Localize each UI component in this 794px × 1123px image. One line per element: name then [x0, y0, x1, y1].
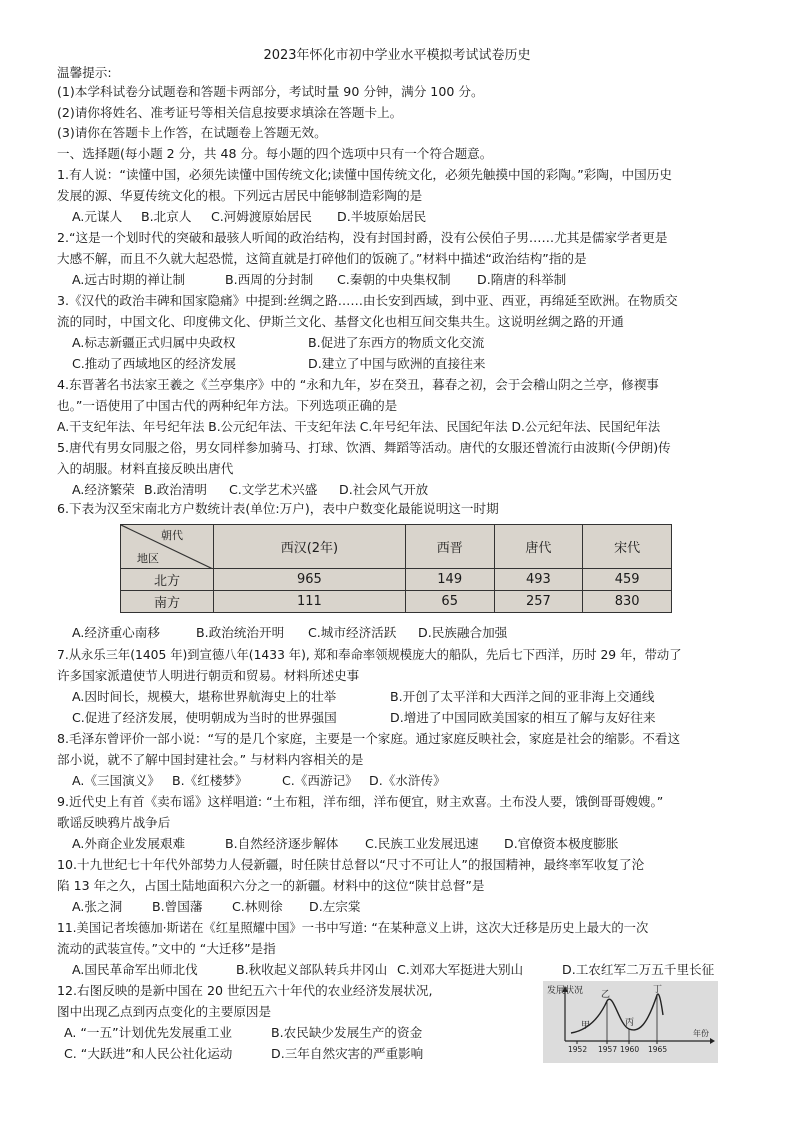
q7-stem-line2: 许多国家派遣使节人明进行朝贡和贸易。材料所述史事 — [57, 668, 360, 683]
row-label: 南方 — [121, 591, 214, 613]
q10-stem-line1: 10.十九世纪七十年代外部势力人侵新疆，时任陕甘总督以“尺寸不可让人”的报国精神，最终率军收复了沦 — [57, 857, 645, 872]
q2-option-b: B.西周的分封制 — [225, 272, 314, 287]
q11-option-c: C.刘邓大军挺进大别山 — [397, 962, 524, 977]
q5-option-d: D.社会风气开放 — [339, 482, 429, 497]
table-row — [121, 569, 672, 591]
x-tick-label: 1965 — [648, 1045, 668, 1054]
q1-option-c: C.河姆渡原始居民 — [211, 209, 312, 224]
q3-option-a: A.标志新疆正式归属中央政权 — [72, 335, 236, 350]
q11-option-a: A.国民革命军出师北伐 — [72, 962, 198, 977]
table-row — [121, 591, 672, 613]
q7-option-b: B.开创了太平洋和大西洋之间的亚非海上交通线 — [390, 689, 655, 704]
q5-option-c: C.文学艺术兴盛 — [229, 482, 318, 497]
y-axis-label: 发展状况 — [547, 986, 584, 996]
q5-stem-line1: 5.唐代有男女同服之俗，男女同样参加骑马、打球、饮酒、舞蹈等活动。唐代的女服还曾流行由波斯(今伊朗)传 — [57, 440, 671, 455]
point-label: 丁 — [653, 985, 663, 995]
q9-option-c: C.民族工业发展迅速 — [365, 836, 479, 851]
point-label: 丙 — [625, 1018, 635, 1028]
tip-3: (3)请你在答题卡上作答，在试题卷上答题无效。 — [57, 125, 327, 140]
tip-1: (1)本学科试卷分试题卷和答题卡两部分，考试时量 90 分钟，满分 100 分。 — [57, 84, 484, 99]
q4-options: A.干支纪年法、年号纪年法 B.公元纪年法、干支纪年法 C.年号纪年法、民国纪年法 D.公元纪年法、民国纪年法 — [57, 420, 661, 434]
q1-option-a: A.元谋人 — [72, 209, 123, 224]
q6-option-a: A.经济重心南移 — [72, 625, 160, 640]
q8-stem-line1: 8.毛泽东曾评价一部小说：“写的是几个家庭，主要是一个家庭。通过家庭反映社会，家庭是社会的缩影。不看这 — [57, 731, 681, 746]
q2-stem-line1: 2.“这是一个划时代的突破和最骇人听闻的政治结构，没有封国封爵，没有公侯伯子男……尤其是儒家学者更是 — [57, 230, 668, 245]
q6-option-d: D.民族融合加强 — [418, 625, 508, 640]
table-header: 唐代 — [494, 525, 583, 569]
row-label: 北方 — [121, 569, 214, 591]
q7-option-a: A.因时间长，规模大，堪称世界航海史上的壮举 — [72, 689, 337, 704]
q6-option-b: B.政治统治开明 — [196, 625, 285, 640]
tips-heading: 温馨提示: — [57, 65, 112, 80]
q12-stem-line2: 图中出现乙点到丙点变化的主要原因是 — [57, 1004, 272, 1019]
q2-option-a: A.远古时期的禅让制 — [72, 272, 186, 287]
table-cell: 257 — [494, 591, 583, 613]
q12-stem-line1: 12.右图反映的是新中国在 20 世纪五六十年代的农业经济发展状况, — [57, 983, 433, 998]
q6-option-c: C.城市经济活跃 — [308, 625, 397, 640]
q10-option-d: D.左宗棠 — [309, 899, 361, 914]
household-table — [120, 524, 672, 613]
q10-stem-line2: 陷 13 年之久，占国土陆地面积六分之一的新疆。材料中的这位“陕甘总督”是 — [57, 878, 485, 893]
q7-stem-line1: 7.从永乐三年(1405 年)到宣德八年(1433 年), 郑和奉命率领规模庞大的船队，先后七下西洋，历时 29 年，带动了 — [57, 648, 682, 662]
table-cell: 459 — [583, 569, 672, 591]
x-axis-arrow — [710, 1038, 715, 1044]
q3-option-c: C.推动了西域地区的经济发展 — [72, 356, 236, 371]
q11-stem-line1: 11.美国记者埃德加·斯诺在《红星照耀中国》一书中写道: “在某种意义上讲，这次大迁移是历史上最大的一次 — [57, 921, 649, 935]
q12-option-d: D.三年自然灾害的严重影响 — [271, 1046, 424, 1061]
point-label: 甲 — [581, 1021, 591, 1031]
q12-option-a: A. “一五”计划优先发展重工业 — [64, 1025, 232, 1040]
q3-stem-line2: 流的同时，中国文化、印度佛文化、伊斯兰文化、基督文化也相互间交集共生。这说明丝绸之路的开通 — [57, 314, 624, 329]
tip-2: (2)请你将姓名、准考证号等相关信息按要求填涂在答题卡上。 — [57, 105, 403, 120]
q6-stem: 6.下表为汉至宋南北方户数统计表(单位:万户)，表中户数变化最能说明这一时期 — [57, 501, 499, 516]
x-tick-label: 1952 — [568, 1045, 588, 1054]
q3-option-b: B.促进了东西方的物质文化交流 — [308, 335, 485, 350]
q5-stem-line2: 入的胡服。材料直接反映出唐代 — [57, 461, 234, 476]
table-cell: 111 — [214, 591, 406, 613]
x-tick-label: 1960 — [620, 1045, 640, 1054]
q8-option-b: B.《红楼梦》 — [172, 773, 248, 788]
q9-stem-line1: 9.近代史上有首《卖布谣》这样唱道: “土布粗，洋布细，洋布便宜，财主欢喜。土布没人要，饿倒哥哥嫂嫂。” — [57, 794, 664, 809]
q12-option-b: B.农民缺少发展生产的资金 — [271, 1025, 423, 1040]
q3-option-d: D.建立了中国与欧洲的直接往来 — [308, 356, 486, 371]
table-cell: 830 — [583, 591, 672, 613]
q1-stem-line1: 1.有人说：“读懂中国，必须先读懂中国传统文化;读懂中国传统文化，必须先触摸中国的彩陶。”彩陶，中国历史 — [57, 167, 672, 182]
q1-stem-line2: 发展的源、华夏传统文化的根。下列远古居民中能够制造彩陶的是 — [57, 188, 423, 203]
table-header: 西汉(2年) — [214, 525, 406, 569]
q11-option-d: D.工农红军二万五千里长征 — [562, 962, 715, 977]
q1-option-b: B.北京人 — [141, 209, 192, 224]
q2-option-d: D.隋唐的科举制 — [477, 272, 567, 287]
q5-option-a: A.经济繁荣 — [72, 482, 135, 497]
q10-option-b: B.曾国藩 — [152, 899, 203, 914]
table-header: 宋代 — [583, 525, 672, 569]
q4-stem-line1: 4.东晋著名书法家王羲之《兰亭集序》中的 “永和九年，岁在癸丑，暮春之初，会于会稽山阴之兰亭，修禊事 — [57, 377, 659, 392]
q8-stem-line2: 部小说，就不了解中国封建社会。” 与材料内容相关的是 — [57, 752, 364, 767]
corner-top-label: 朝代 — [161, 529, 183, 542]
agriculture-chart — [543, 981, 718, 1063]
q8-option-a: A.《三国演义》 — [72, 773, 160, 788]
table-cell: 493 — [494, 569, 583, 591]
q9-option-d: D.官僚资本极度膨胀 — [504, 836, 619, 851]
q5-option-b: B.政治清明 — [144, 482, 208, 497]
q2-option-c: C.秦朝的中央集权制 — [337, 272, 451, 287]
q9-option-b: B.自然经济逐步解体 — [225, 836, 339, 851]
section-heading: 一、选择题(每小题 2 分，共 48 分。每小题的四个选项中只有一个符合题意。 — [57, 146, 493, 161]
table-header: 西晋 — [405, 525, 494, 569]
q3-stem-line1: 3.《汉代的政治丰碑和国家隐痛》中提到:丝绸之路……由长安到西域，到中亚、西亚，再绵延至欧洲。在物质交 — [57, 293, 678, 308]
q1-option-d: D.半坡原始居民 — [337, 209, 427, 224]
table-cell: 149 — [405, 569, 494, 591]
q11-stem-line2: 流动的武装宣传。”文中的 “大迁移”是指 — [57, 941, 276, 956]
q11-option-b: B.秋收起义部队转兵井冈山 — [236, 962, 388, 977]
q7-option-c: C.促进了经济发展，使明朝成为当时的世界强国 — [72, 710, 337, 725]
chart-svg — [543, 981, 718, 1063]
x-axis-label: 年份 — [693, 1029, 709, 1038]
q8-option-c: C.《西游记》 — [282, 773, 358, 788]
q9-stem-line2: 歌谣反映鸦片战争后 — [57, 815, 171, 830]
corner-bottom-label: 地区 — [137, 552, 159, 565]
q7-option-d: D.增进了中国同欧美国家的相互了解与友好往来 — [390, 710, 656, 725]
table-cell: 65 — [405, 591, 494, 613]
q9-option-a: A.外商企业发展艰难 — [72, 836, 186, 851]
x-tick-label: 1957 — [598, 1045, 618, 1054]
q4-stem-line2: 也。”一语使用了中国古代的两种纪年方法。下列选项正确的是 — [57, 398, 398, 413]
table-corner-cell — [121, 525, 214, 569]
q8-option-d: D.《水浒传》 — [369, 773, 446, 788]
table-cell: 965 — [214, 569, 406, 591]
q10-option-c: C.林则徐 — [232, 899, 283, 914]
q12-option-c: C. “大跃进”和人民公社化运动 — [64, 1046, 233, 1061]
point-label: 乙 — [601, 990, 611, 1000]
q10-option-a: A.张之洞 — [72, 899, 123, 914]
q2-stem-line2: 大感不解，而且不久就大起恐慌，这简直就是打碎他们的饭碗了。”材料中描述“政治结构”指的是 — [57, 251, 587, 266]
page-title: 2023年怀化市初中学业水平模拟考试试卷历史 — [263, 48, 531, 63]
